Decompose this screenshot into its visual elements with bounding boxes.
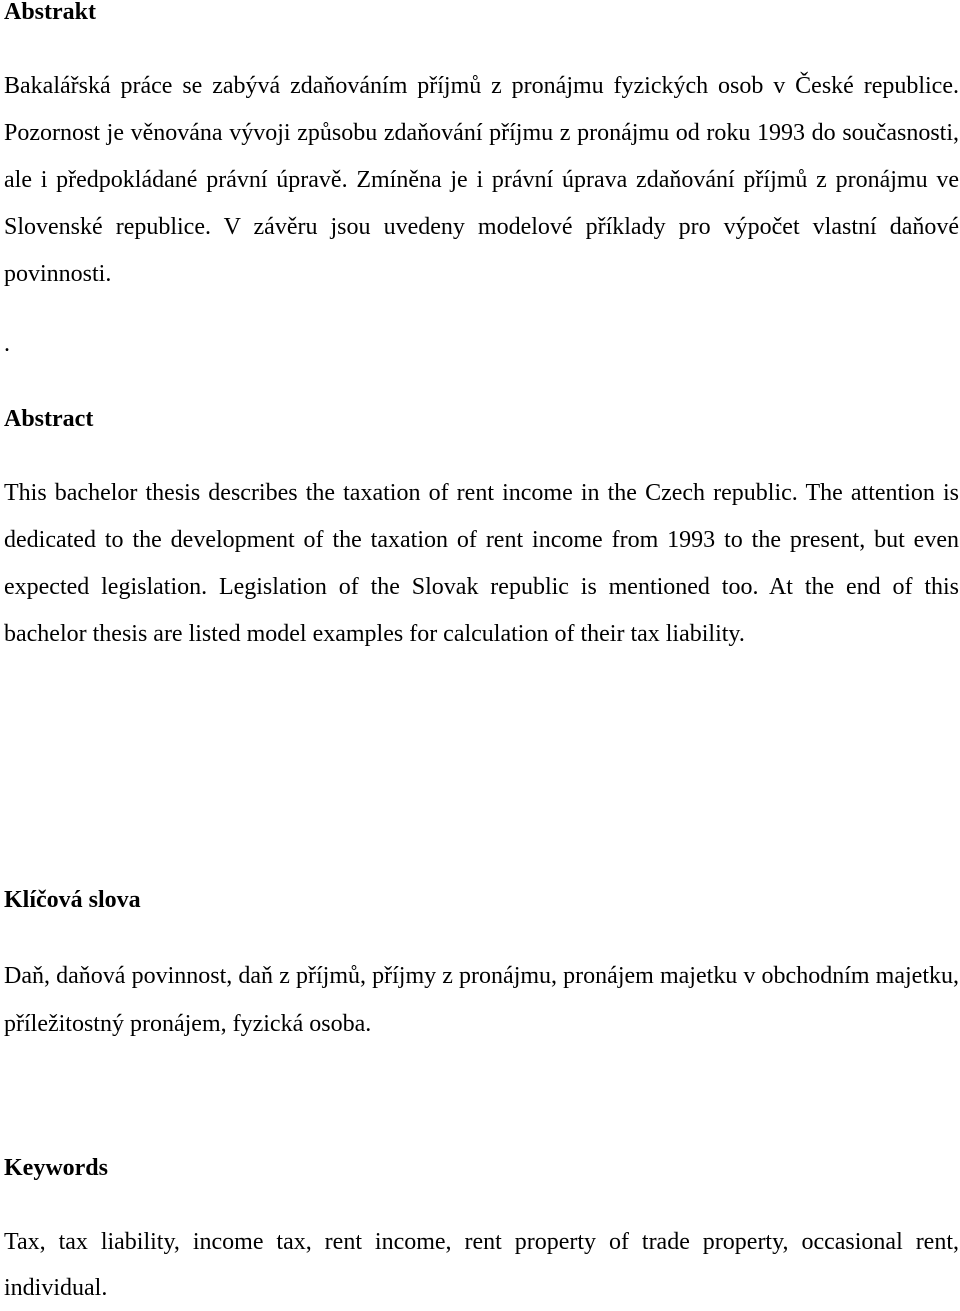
abstract-heading: Abstract — [4, 406, 94, 432]
keywords-text: Tax, tax liability, income tax, rent income, rent property of trade property, occasional rent, individual. — [4, 1229, 959, 1301]
klicova-slova-heading: Klíčová slova — [4, 887, 141, 913]
abstrakt-text: Bakalářská práce se zabývá zdaňováním příjmů z pronájmu fyzických osob v České republice. Pozornost je věnována vývoji způsobu zdaňování příjmu z pronájmu od roku 1993 do současnosti, ale i předpokládané právní úpravě. Zmíněna je i právní úprava zdaňování příjmů z pronájmu ve Slovenské republice. V závěru jsou uvedeny modelové příklady pro výpočet vlastní daňové povinnosti. — [4, 73, 959, 287]
keywords-heading: Keywords — [4, 1155, 108, 1181]
abstrakt-heading: Abstrakt — [4, 0, 97, 25]
separator-dot: . — [4, 331, 10, 357]
abstract-text: This bachelor thesis describes the taxation of rent income in the Czech republic. The attention is dedicated to the development of the taxation of rent income from 1993 to the present, but even expected legislation. Legislation of the Slovak republic is mentioned too. At the end of this bachelor thesis are listed model examples for calculation of their tax liability. — [4, 480, 959, 647]
klicova-slova-text: Daň, daňová povinnost, daň z příjmů, příjmy z pronájmu, pronájem majetku v obchodním majetku, příležitostný pronájem, fyzická osoba. — [4, 963, 959, 1037]
